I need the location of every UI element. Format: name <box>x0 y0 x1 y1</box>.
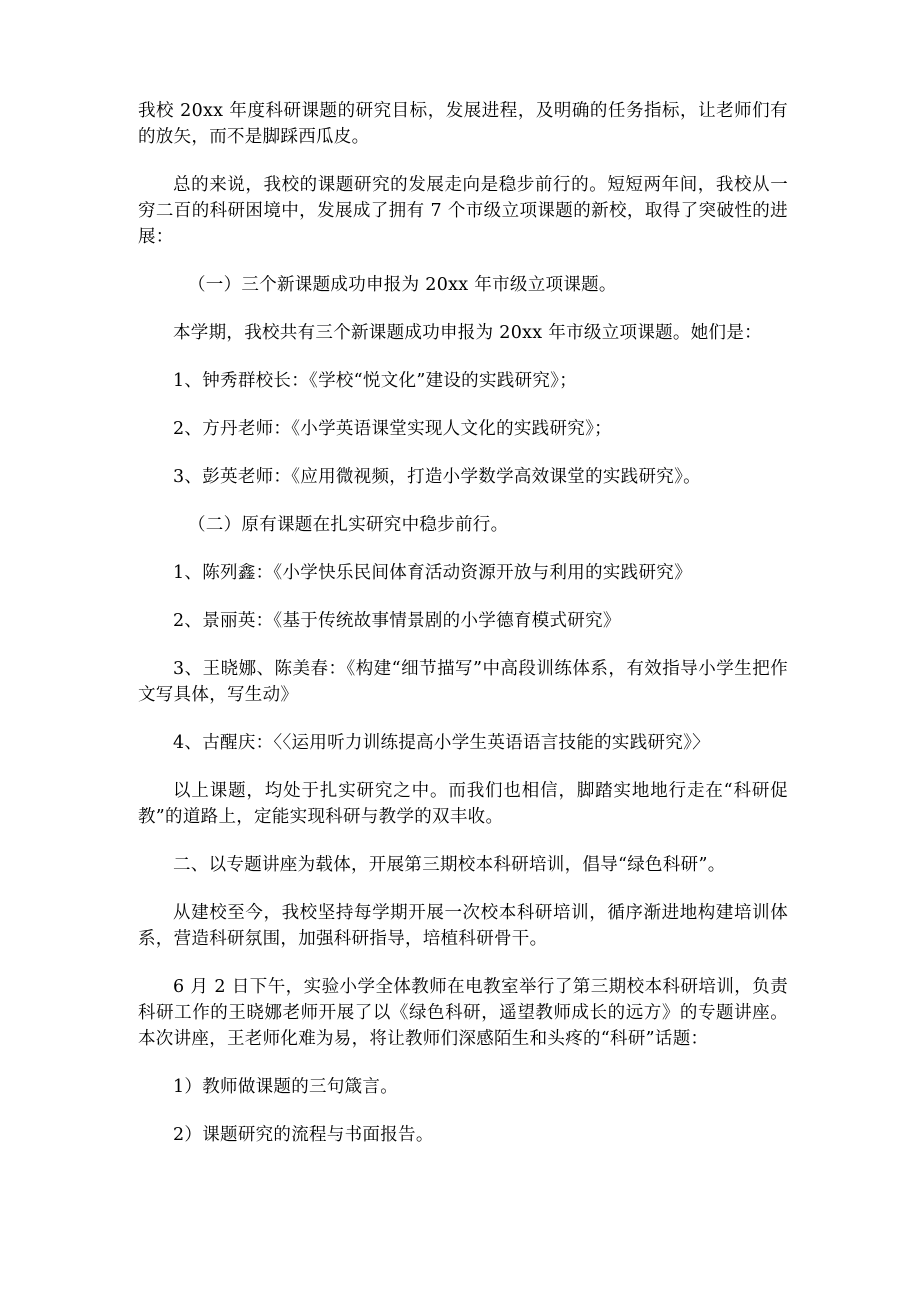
paragraph-topics-conclusion: 以上课题，均处于扎实研究之中。而我们也相信，脚踏实地地行走在“科研促教”的道路上，定能实现科研与教学的双丰收。 <box>138 781 788 827</box>
paragraph-summary: 总的来说，我校的课题研究的发展走向是稳步前行的。短短两年间，我校从一穷二百的科研困境中，发展成了拥有 7 个市级立项课题的新校，取得了突破性的进展： <box>138 175 788 247</box>
document-body <box>138 98 788 1148</box>
list-item-lecture-point-2: 2）课题研究的流程与书面报告。 <box>173 1125 434 1145</box>
section-heading-existing-topics: （二）原有课题在扎实研究中稳步前行。 <box>188 515 509 535</box>
paragraph-research-goals: 我校 20xx 年度科研课题的研究目标，发展进程，及明确的任务指标，让老师们有的放矢，而不是脚踩西瓜皮。 <box>138 101 788 147</box>
list-item-existing-topic-3: 3、王晓娜、陈美春：《构建“细节描写”中高段训练体系，有效指导小学生把作文写具体，写生动》 <box>138 659 788 705</box>
list-item-existing-topic-1: 1、陈列鑫：《小学快乐民间体育活动资源开放与利用的实践研究》 <box>173 563 692 583</box>
paragraph-training-history: 从建校至今，我校坚持每学期开展一次校本科研培训，循序渐进地构建培训体系，营造科研氛围，加强科研指导，培植科研骨干。 <box>138 903 788 949</box>
paragraph-training-lecture: 6 月 2 日下午，实验小学全体教师在电教室举行了第三期校本科研培训，负责科研工作的王晓娜老师开展了以《绿色科研，遥望教师成长的远方》的专题讲座。本次讲座，王老师化难为易，将让教师们深感陌生和头疼的“科研”话题： <box>138 977 788 1049</box>
section-heading-training: 二、以专题讲座为载体，开展第三期校本科研培训，倡导“绿色科研”。 <box>173 855 726 875</box>
list-item-new-topic-1: 1、钟秀群校长：《学校“悦文化”建设的实践研究》； <box>173 371 578 391</box>
section-heading-new-topics: （一）三个新课题成功申报为 20xx 年市级立项课题。 <box>188 275 617 295</box>
list-item-new-topic-2: 2、方丹老师：《小学英语课堂实现人文化的实践研究》； <box>173 419 612 439</box>
list-item-new-topic-3: 3、彭英老师：《应用微视频，打造小学数学高效课堂的实践研究》。 <box>173 467 701 487</box>
list-item-existing-topic-4: 4、古醒庆：〈〈运用听力训练提高小学生英语语言技能的实践研究》〉 <box>173 733 710 753</box>
list-item-lecture-point-1: 1）教师做课题的三句箴言。 <box>173 1077 399 1097</box>
list-item-existing-topic-2: 2、景丽英：《基于传统故事情景剧的小学德育模式研究》 <box>173 611 621 631</box>
paragraph-new-topics-intro: 本学期，我校共有三个新课题成功申报为 20xx 年市级立项课题。她们是： <box>173 323 762 343</box>
